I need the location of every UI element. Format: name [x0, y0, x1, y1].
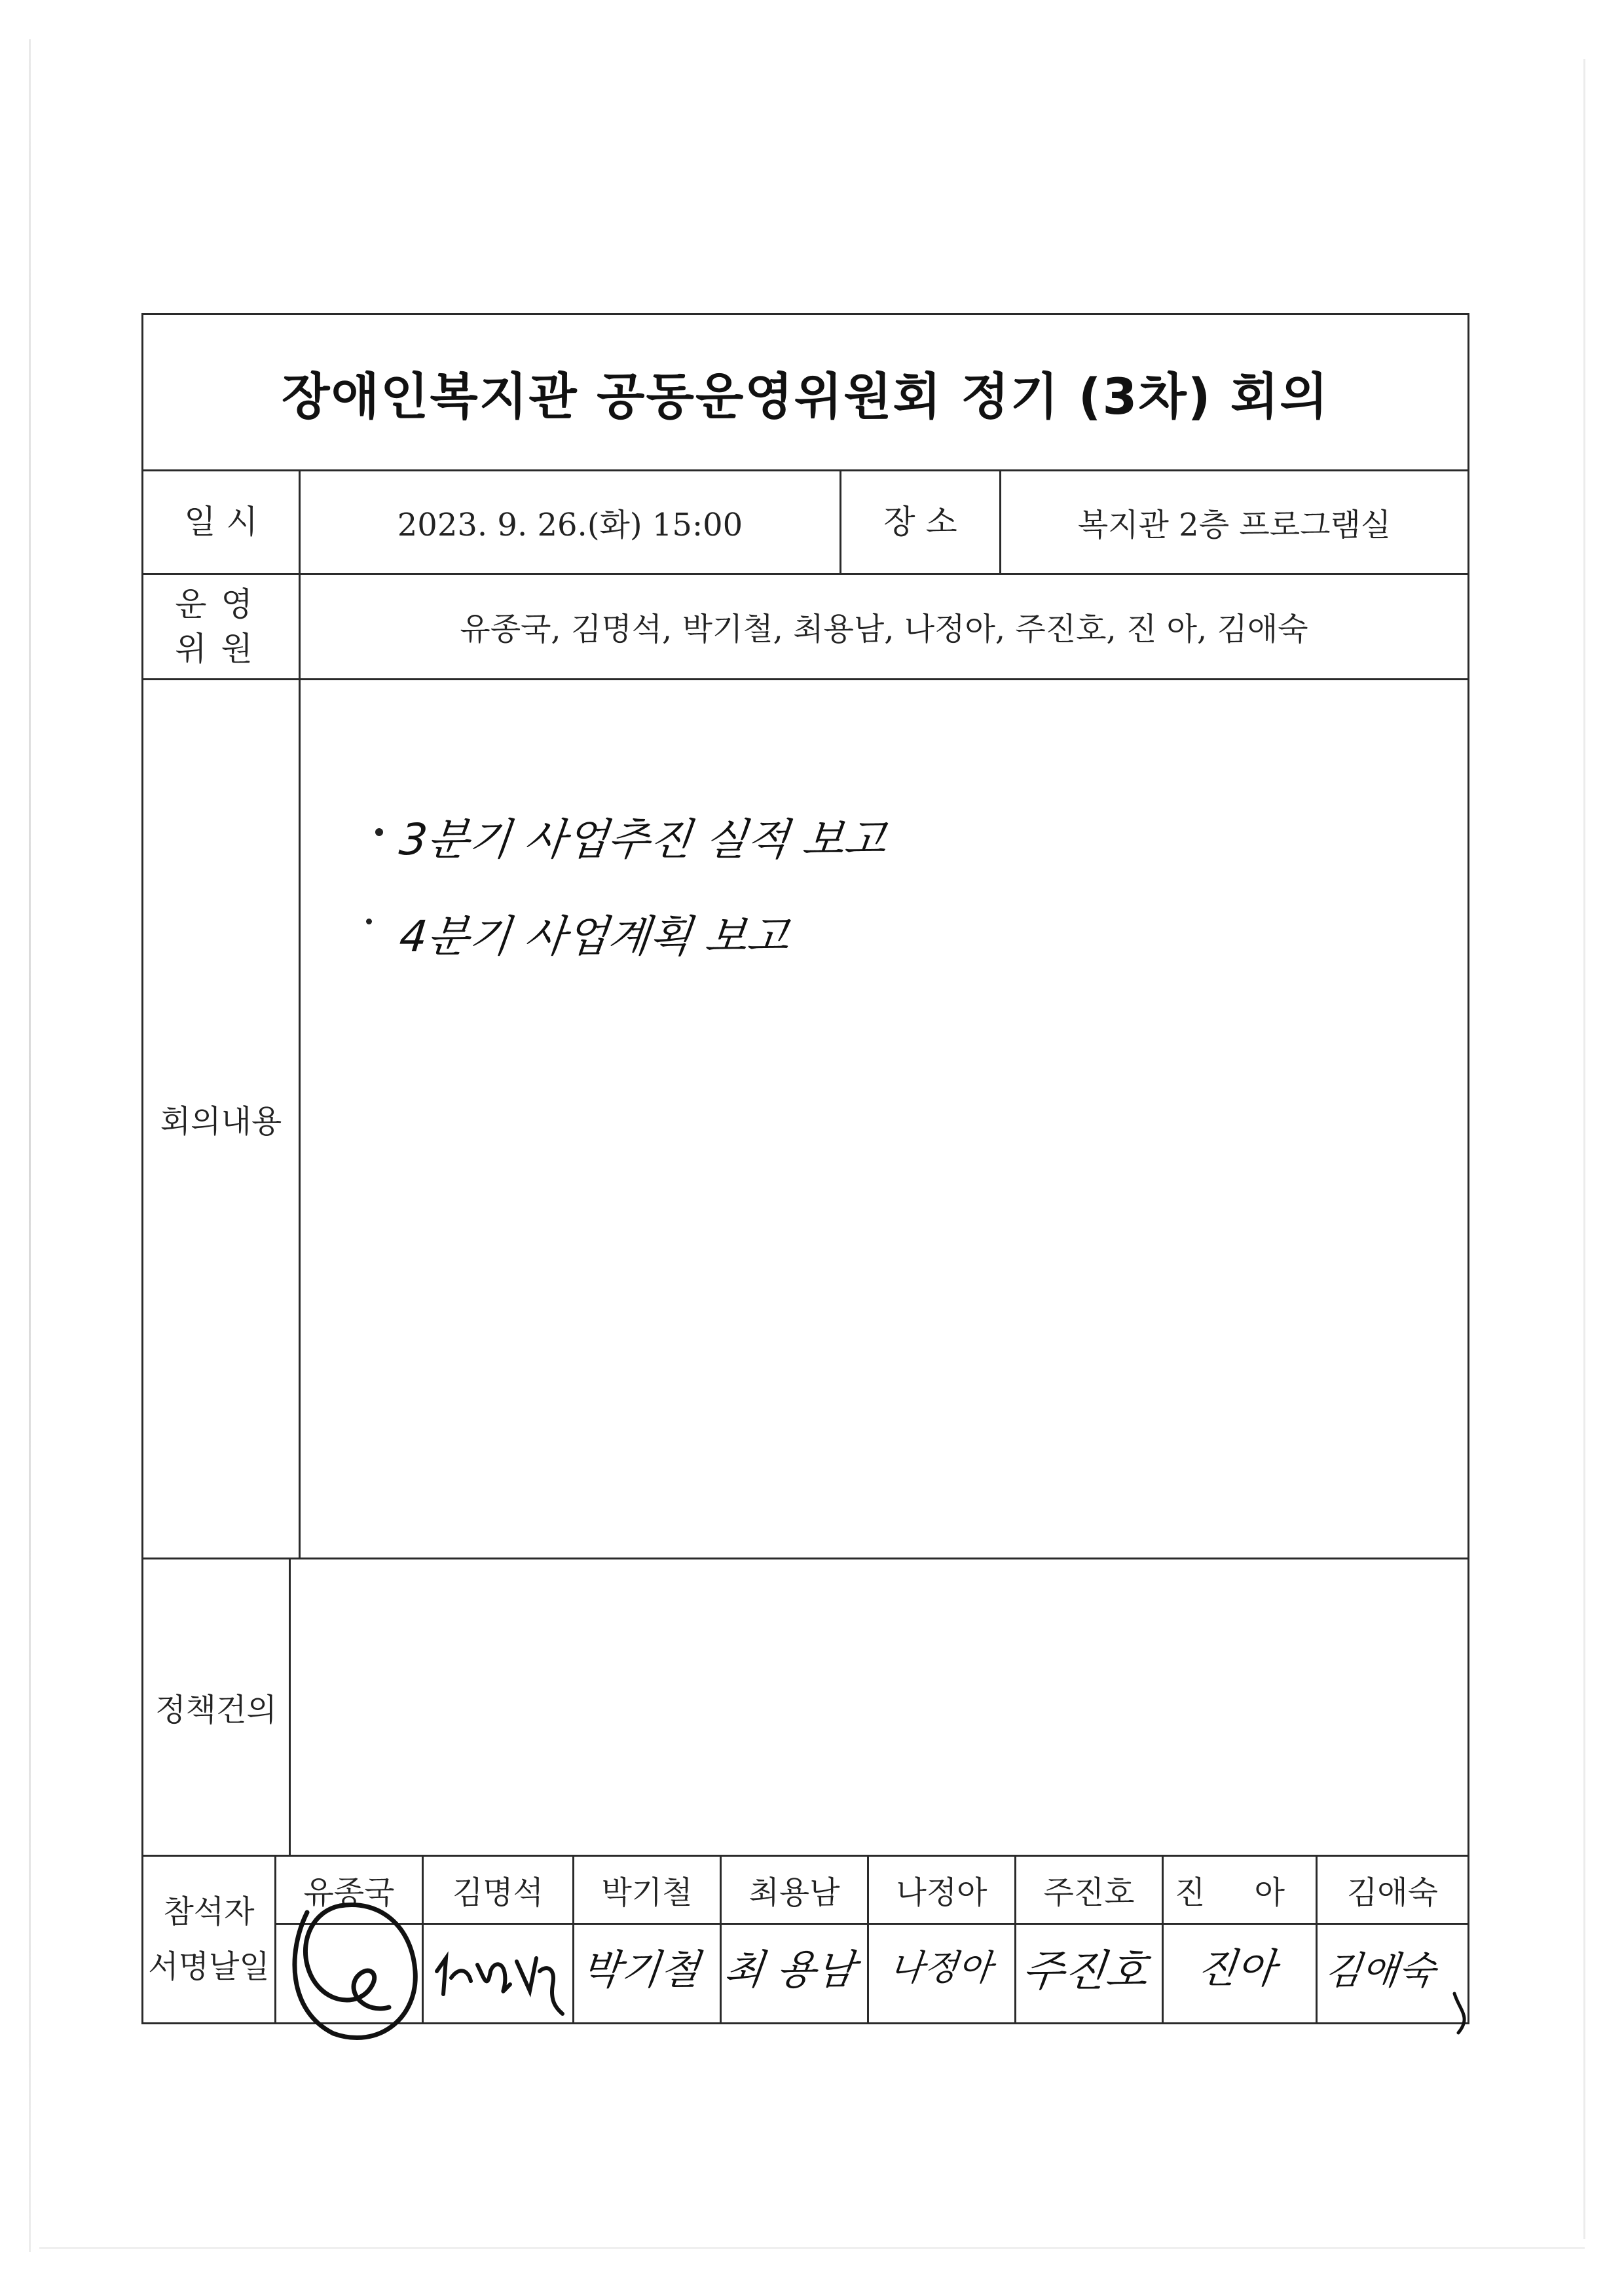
signature-8: 김애숙 [1322, 1948, 1438, 1993]
content-item-bullet [375, 828, 383, 836]
place-value: 복지관 2층 프로그램실 [1077, 506, 1392, 543]
page-edge-left [29, 39, 31, 2252]
divider-content [143, 1558, 1467, 1559]
signature-4: 최 용남 [722, 1946, 858, 1994]
content-item: 4분기 사업계획 보고 [397, 911, 792, 962]
content-label: 회의내용 [160, 1103, 282, 1140]
signature-1 [281, 1873, 432, 2043]
divider-label-column-lower [289, 1558, 291, 1855]
signature-2 [432, 1932, 569, 2017]
place-label: 장 소 [883, 503, 957, 541]
attendee-name: 진 아 [1175, 1874, 1304, 1911]
meeting-minutes-form [141, 313, 1469, 2024]
signature-stroke-tail [1452, 1991, 1478, 2037]
content-item-bullet [366, 919, 372, 924]
datetime-value: 2023. 9. 26.(화) 15:00 [397, 506, 743, 543]
content-item: 3분기 사업추진 실적 보고 [397, 814, 889, 865]
attendee-name: 주진호 [1043, 1874, 1135, 1911]
signature-label-line1: 참석자 [163, 1893, 255, 1930]
signature-6: 주진호 [1020, 1946, 1151, 1996]
signature-7: 진아 [1194, 1944, 1279, 1992]
policy-label: 정책건의 [155, 1691, 277, 1728]
members-value: 유종국, 김명석, 박기철, 최용남, 나정아, 주진호, 진 아, 김애숙 [460, 611, 1308, 647]
attendee-name: 김애숙 [1346, 1874, 1439, 1911]
page-edge-bottom [39, 2247, 1585, 2249]
signature-5: 나정아 [887, 1947, 995, 1988]
attendee-name: 유종국 [303, 1874, 395, 1911]
page-edge-right [1583, 59, 1585, 2239]
members-label [143, 574, 299, 678]
attendee-name: 박기철 [601, 1874, 693, 1911]
datetime-label: 일 시 [184, 503, 258, 541]
members-label-line2: 위원 [175, 629, 267, 668]
divider-signature-names [274, 1923, 1467, 1925]
signature-label [143, 1856, 274, 2022]
attendee-name: 나정아 [896, 1874, 987, 1911]
signature-label-line2: 서명날일 [148, 1948, 270, 1985]
attendee-name: 최용남 [748, 1874, 840, 1911]
document-title: 장애인복지관 공동운영위원회 정기 (3차) 회의 [282, 367, 1329, 426]
divider-members [143, 678, 1467, 680]
members-label-line1: 운영 [175, 585, 267, 623]
signature-3: 박기철 [579, 1946, 702, 1994]
attendee-name: 김명석 [452, 1874, 544, 1911]
